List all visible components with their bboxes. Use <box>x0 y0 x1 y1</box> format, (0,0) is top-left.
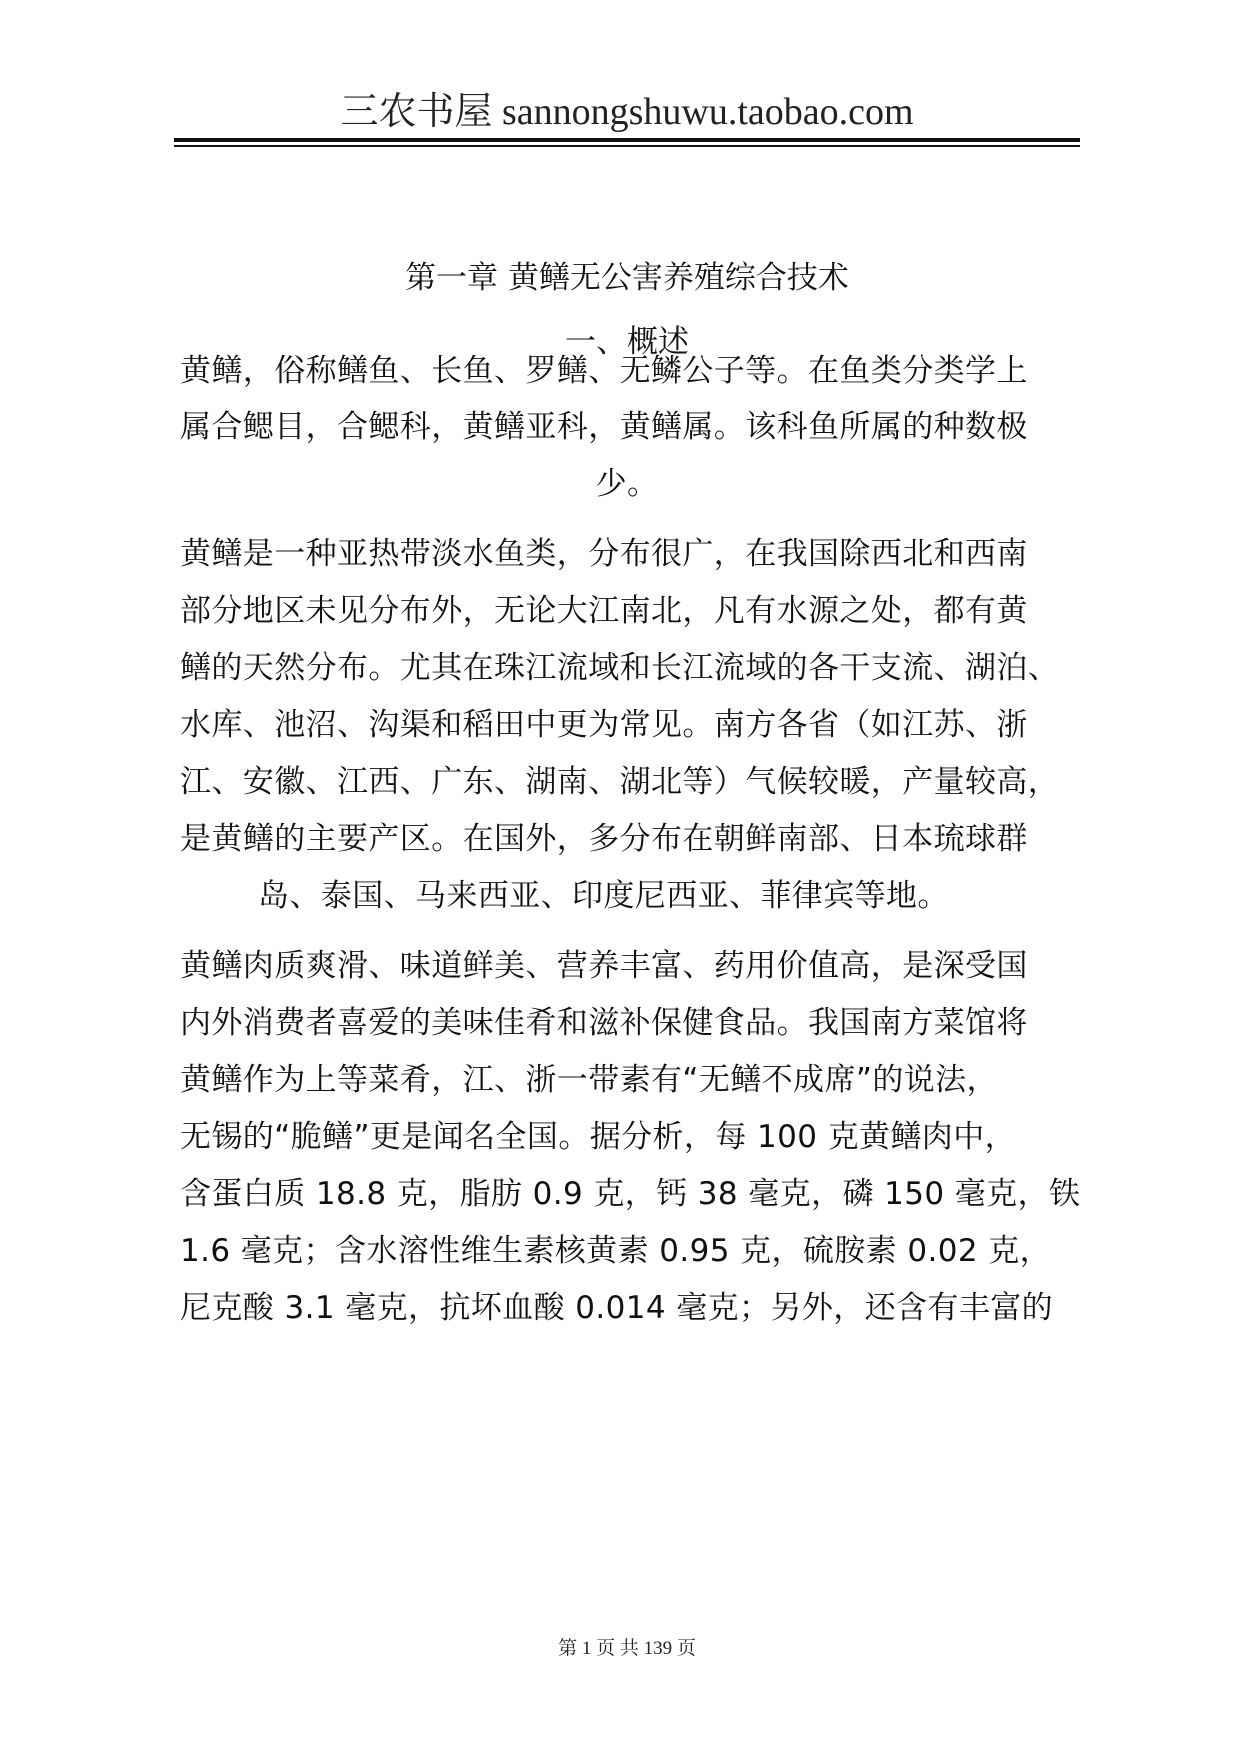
body-line: 部分地区未见分布外，无论大江南北，凡有水源之处，都有黄 <box>180 593 1028 629</box>
body-line: 内外消费者喜爱的美味佳肴和滋补保健食品。我国南方菜馆将 <box>180 1005 1028 1041</box>
body-line: 尼克酸 3.1 毫克，抗坏血酸 0.014 毫克；另外，还含有丰富的 <box>180 1290 1054 1326</box>
body-line: 黄鳝是一种亚热带淡水鱼类，分布很广，在我国除西北和西南 <box>180 536 1028 572</box>
page-header: 三农书屋 sannongshuwu.taobao.com <box>340 91 914 133</box>
body-line: 岛、泰国、马来西亚、印度尼西亚、菲律宾等地。 <box>258 878 949 914</box>
body-line: 含蛋白质 18.8 克，脂肪 0.9 克，钙 38 毫克，磷 150 毫克，铁 <box>180 1176 1081 1212</box>
chapter-title: 第一章 黄鳝无公害养殖综合技术 <box>405 260 849 296</box>
page-footer: 第 1 页 共 139 页 <box>558 1638 696 1659</box>
body-line: 水库、池沼、沟渠和稻田中更为常见。南方各省（如江苏、浙 <box>180 707 1028 743</box>
header-rule-thick <box>174 138 1080 142</box>
body-line: 是黄鳝的主要产区。在国外，多分布在朝鲜南部、日本琉球群 <box>180 821 1028 857</box>
body-line: 少。 <box>595 466 659 502</box>
body-line: 鳝的天然分布。尤其在珠江流域和长江流域的各干支流、湖泊、 <box>180 650 1060 686</box>
body-line: 黄鳝作为上等菜肴，江、浙一带素有“无鳝不成席”的说法， <box>180 1062 998 1098</box>
body-line: 黄鳝，俗称鳝鱼、长鱼、罗鳝、无鳞公子等。在鱼类分类学上 <box>180 353 1028 389</box>
header-rule-thin <box>174 145 1080 147</box>
section-title: 一、概述 <box>565 324 689 360</box>
body-line: 黄鳝肉质爽滑、味道鲜美、营养丰富、药用价值高，是深受国 <box>180 948 1028 984</box>
body-line: 属合鳃目，合鳃科，黄鳝亚科，黄鳝属。该科鱼所属的种数极 <box>180 409 1028 445</box>
body-line: 江、安徽、江西、广东、湖南、湖北等）气候较暖，产量较高， <box>180 764 1060 800</box>
body-line: 无锡的“脆鳝”更是闻名全国。据分析，每 100 克黄鳝肉中， <box>180 1119 1016 1155</box>
body-line: 1.6 毫克；含水溶性维生素核黄素 0.95 克，硫胺素 0.02 克， <box>180 1233 1052 1269</box>
